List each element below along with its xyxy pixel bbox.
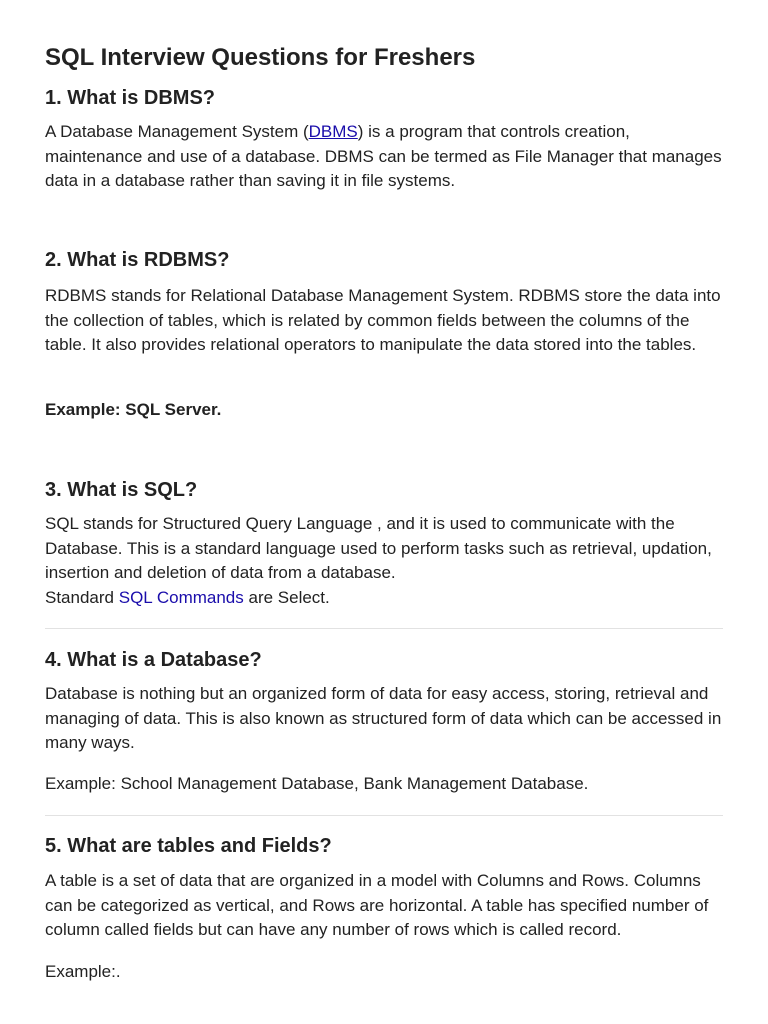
q5-body: A table is a set of data that are organized in a model with Columns and Rows. Columns can be categorized as vertical, and Rows are horizontal. A table has specified number of column called fields but can have any number of rows which is called record. [45,871,709,939]
q1-body [45,120,723,194]
q1-text-before: A Database Management System ( [45,122,309,141]
q3-standard-before: Standard [45,588,119,607]
q2-example: Example: SQL Server. [45,400,222,419]
q3-body: SQL stands for Structured Query Language , and it is used to communicate with the Database. This is a standard language used to perform tasks such as retrieval, updation, insertion and deletion of data from a database. [45,514,712,582]
q2-heading: 2. What is RDBMS? [45,249,230,271]
q3-standard-line [45,586,723,611]
divider [45,815,723,816]
page-title: SQL Interview Questions for Freshers [45,44,476,71]
q4-body: Database is nothing but an organized form of data for easy access, storing, retrieval and managing of data. This is also known as structured form of data which can be accessed in many ways. [45,684,722,752]
q1-text-after: ) is a program that controls creation, maintenance and use of a database. DBMS can be termed as File Manager that manages data in a database rather than saving it in file systems. [45,122,722,190]
q3-standard-after: are Select. [243,588,330,607]
q1-heading: 1. What is DBMS? [45,87,216,109]
dbms-link[interactable]: DBMS [308,122,358,141]
q4-example: Example: School Management Database, Bank Management Database. [45,774,589,793]
divider [45,628,723,629]
sql-commands-link[interactable]: SQL Commands [118,588,244,607]
q5-heading: 5. What are tables and Fields? [45,835,332,857]
q3-heading: 3. What is SQL? [45,479,198,501]
q4-heading: 4. What is a Database? [45,649,262,671]
q2-body: RDBMS stands for Relational Database Management System. RDBMS store the data into the collection of tables, which is related by common fields between the columns of the table. It also provides relational operators to manipulate the data stored into the tables. [45,286,721,354]
q5-example: Example:. [45,962,121,981]
